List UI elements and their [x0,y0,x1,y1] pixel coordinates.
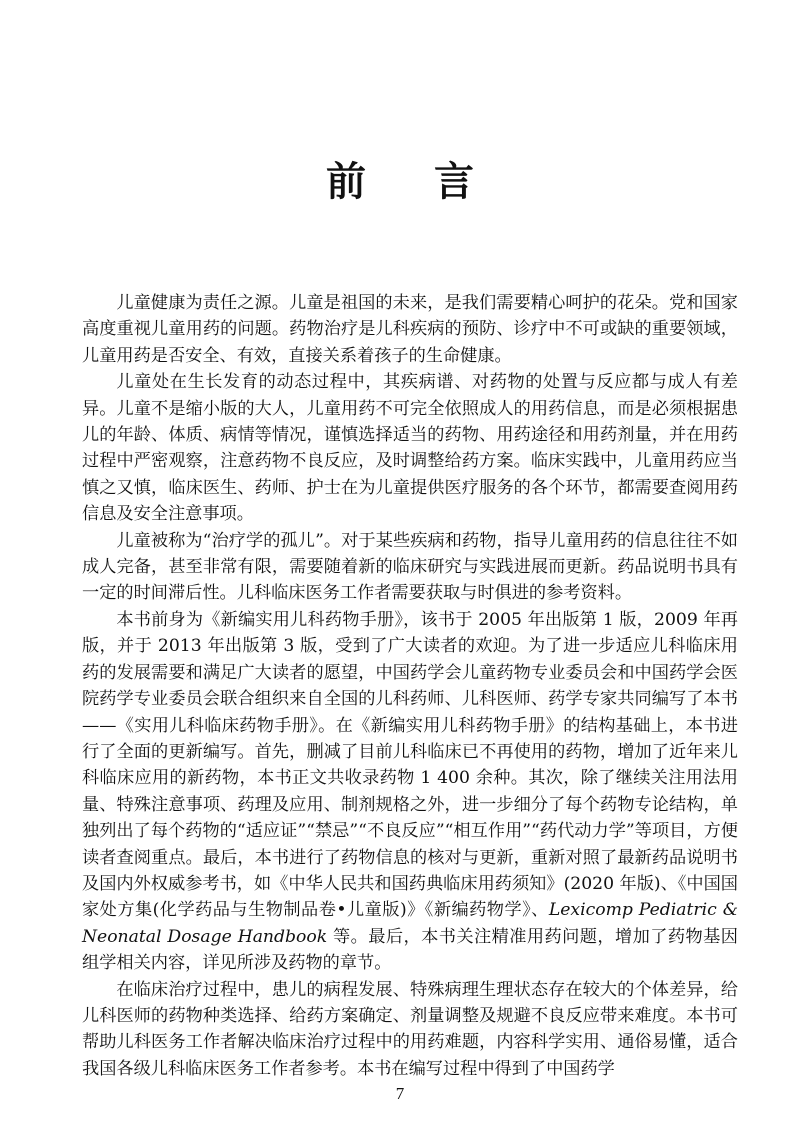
page-number: 7 [395,1084,405,1103]
paragraph-5: 在临床治疗过程中，患儿的病程发展、特殊病理生理状态存在较大的个体差异，给儿科医师的药物种类选择、给药方案确定、剂量调整及规避不良反应带来难度。本书可帮助儿科医务工作者解决临床治疗过程中的用药难题，内容科学实用、通俗易懂，适合我国各级儿科临床医务工作者参考。本书在编写过程中得到了中国药学 [82,979,738,1079]
paragraph-4-part-b: 等。最后，本书关注精准用药问题，增加了药物基因组学相关内容，详见所涉及药物的章节。 [82,926,738,974]
paragraph-1: 儿童健康为责任之源。儿童是祖国的未来，是我们需要精心呵护的花朵。党和国家高度重视儿童用药的问题。药物治疗是儿科疾病的预防、诊疗中不可或缺的重要领域，儿童用药是否安全、有效，直接关系着孩子的生命健康。 [82,293,738,366]
page-title [0,156,800,208]
paragraph-4 [82,607,738,977]
paragraph-3: 儿童被称为“治疗学的孤儿”。对于某些疾病和药物，指导儿童用药的信息往往不如成人完备，甚至非常有限，需要随着新的临床研究与实践进展而更新。药品说明书具有一定的时间滞后性。儿科临床医务工作者需要获取与时俱进的参考资料。 [82,530,738,604]
paragraph-2: 儿童处在生长发育的动态过程中，其疾病谱、对药物的处置与反应都与成人有差异。儿童不是缩小版的大人，儿童用药不可完全依照成人的用药信息，而是必须根据患儿的年龄、体质、病情等情况，谨慎选择适当的药物、用药途径和用药剂量，并在用药过程中严密观察，注意药物不良反应，及时调整给药方案。临床实践中，儿童用药应当慎之又慎，临床医生、药师、护士在为儿童提供医疗服务的各个环节，都需要查阅用药信息及安全注意事项。 [82,372,738,525]
body-text [82,290,738,1082]
paragraph-4-part-a: 本书前身为《新编实用儿科药物手册》，该书于 2005 年出版第 1 版，2009 年再版，并于 2013 年出版第 3 版，受到了广大读者的欢迎。为了进一步适应儿科临床用药的发展需要和满足广大读者的愿望，中国药学会儿童药物专业委员会和中国药学会医院药学专业委员会联合组织来自全国的儿科药师、儿科医师、药学专家共同编写了本书——《实用儿科临床药物手册》。在《新编实用儿科药物手册》的结构基础上，本书进行了全面的更新编写。首先，删减了目前儿科临床已不再使用的药物，增加了近年来儿科临床应用的新药物，本书正文共收录药物 1 400 余种。其次，除了继续关注用法用量、特殊注意事项、药理及应用、制剂规格之外，进一步细分了每个药物专论结构，单独列出了每个药物的“适应证”“禁忌”“不良反应”“相互作用”“药代动力学”等项目，方便读者查阅重点。最后，本书进行了药物信息的核对与更新，重新对照了最新药品说明书及国内外权威参考书，如《中华人民共和国药典临床用药须知》(2020 年版)、《中国国家处方集(化学药品与生物制品卷•儿童版)》《新编药物学》、 [82,609,738,921]
title-char-1: 前 [326,159,366,205]
reference-book-title: Lexicomp Pediatric & Neonatal Dosage Handbook [82,900,738,947]
title-char-2: 言 [434,159,474,205]
